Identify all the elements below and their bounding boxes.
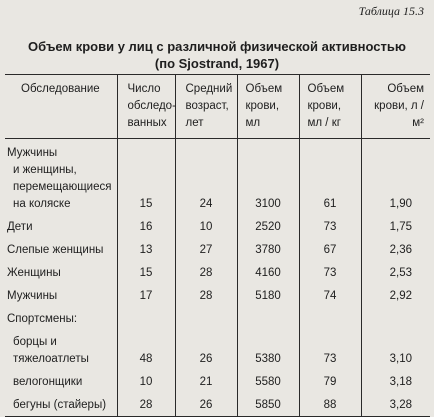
row-label: Мужчины и женщины, перемещающиеся на коляске xyxy=(7,147,112,210)
table-row xyxy=(5,236,430,259)
cell-volume-l-m2: 2,53 xyxy=(361,259,430,282)
header-row xyxy=(5,75,430,139)
cell-age: 27 xyxy=(175,236,237,259)
cell-age: 24 xyxy=(175,139,237,214)
blood-volume-table xyxy=(5,74,430,417)
cell-volume-l-m2: 1,90 xyxy=(361,139,430,214)
cell-volume-l-m2: 3,18 xyxy=(361,368,430,391)
cell-volume-l-m2: 1,75 xyxy=(361,213,430,236)
table-row xyxy=(5,139,430,214)
row-label: Женщины xyxy=(7,267,61,279)
cell-volume-l-m2 xyxy=(361,305,430,328)
table-row xyxy=(5,368,430,391)
row-label: Спортсмены: xyxy=(7,313,78,325)
row-label: велогонщики xyxy=(13,376,83,388)
cell-count: 15 xyxy=(117,259,175,282)
cell-volume-ml-kg: 74 xyxy=(299,282,361,305)
cell-volume-l-m2: 3,28 xyxy=(361,391,430,417)
row-label: бегуны (стайеры) xyxy=(5,391,117,417)
cell-volume-ml-kg: 67 xyxy=(299,236,361,259)
cell-volume-l-m2: 2,36 xyxy=(361,236,430,259)
table-row xyxy=(5,391,430,417)
cell-count: 15 xyxy=(117,139,175,214)
table-row xyxy=(5,259,430,282)
cell-volume-ml-kg xyxy=(299,305,361,328)
cell-volume-ml-kg: 73 xyxy=(299,213,361,236)
cell-volume-ml: 5380 xyxy=(237,328,299,368)
row-label: Мужчины xyxy=(7,290,58,302)
title-line-2: (по Sjostrand, 1967) xyxy=(154,56,280,71)
header-volume-ml-kg: Объем крови, мл / кг xyxy=(299,75,361,139)
cell-volume-ml: 5850 xyxy=(237,391,299,417)
cell-age: 28 xyxy=(175,259,237,282)
cell-volume-ml: 3780 xyxy=(237,236,299,259)
cell-volume-ml: 2520 xyxy=(237,213,299,236)
cell-volume-ml: 5180 xyxy=(237,282,299,305)
header-count: Число обследо- ванных xyxy=(117,75,175,139)
cell-count: 48 xyxy=(117,328,175,368)
header-volume-ml: Объем крови, мл xyxy=(237,75,299,139)
cell-volume-ml: 3100 xyxy=(237,139,299,214)
cell-count: 16 xyxy=(117,213,175,236)
cell-age: 21 xyxy=(175,368,237,391)
cell-volume-ml-kg: 79 xyxy=(299,368,361,391)
header-age: Средний возраст, лет xyxy=(175,75,237,139)
table-row xyxy=(5,213,430,236)
header-survey: Обследование xyxy=(5,75,117,139)
cell-count: 10 xyxy=(117,368,175,391)
cell-volume-ml: 5580 xyxy=(237,368,299,391)
row-label: борцы и тяжелоатлеты xyxy=(13,336,89,365)
cell-volume-ml-kg: 61 xyxy=(299,139,361,214)
cell-volume-ml-kg: 73 xyxy=(299,259,361,282)
cell-age xyxy=(175,305,237,328)
cell-age: 10 xyxy=(175,213,237,236)
cell-volume-l-m2: 2,92 xyxy=(361,282,430,305)
cell-volume-l-m2: 3,10 xyxy=(361,328,430,368)
header-volume-l-m2: Объем крови, л / м² xyxy=(361,75,430,139)
cell-age: 26 xyxy=(175,391,237,417)
cell-age: 28 xyxy=(175,282,237,305)
table-row xyxy=(5,305,430,328)
cell-count xyxy=(117,305,175,328)
cell-volume-ml xyxy=(237,305,299,328)
table-title xyxy=(0,38,434,72)
title-line-1: Объем крови у лиц с различной физической активностью xyxy=(27,39,406,54)
cell-age: 26 xyxy=(175,328,237,368)
table-row xyxy=(5,328,430,368)
cell-count: 17 xyxy=(117,282,175,305)
cell-volume-ml-kg: 88 xyxy=(299,391,361,417)
cell-volume-ml-kg: 73 xyxy=(299,328,361,368)
row-label: Дети xyxy=(7,221,33,233)
row-label: Слепые женщины xyxy=(7,244,104,256)
cell-count: 13 xyxy=(117,236,175,259)
cell-volume-ml: 4160 xyxy=(237,259,299,282)
table-row xyxy=(5,282,430,305)
cell-count: 28 xyxy=(117,391,175,417)
table-number: Таблица 15.3 xyxy=(358,4,424,18)
